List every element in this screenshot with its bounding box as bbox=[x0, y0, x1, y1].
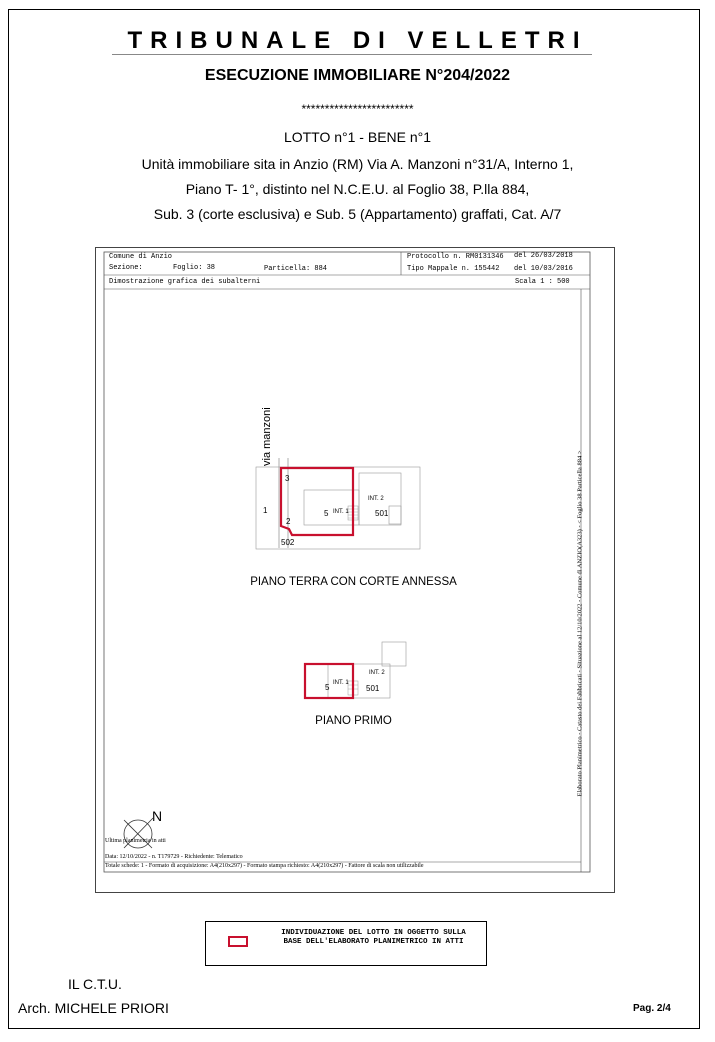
ctu-label: IL C.T.U. bbox=[68, 976, 122, 992]
label-int2-first: INT. 2 bbox=[369, 670, 385, 676]
label-1: 1 bbox=[263, 506, 268, 515]
tipo-mappale-date: del 10/03/2016 bbox=[514, 265, 573, 273]
label-502: 502 bbox=[281, 538, 295, 547]
lot-heading: LOTTO n°1 - BENE n°1 bbox=[283, 129, 432, 145]
foglio-label: Foglio: 38 bbox=[173, 264, 216, 272]
label-5-ground: 5 bbox=[324, 509, 329, 518]
title-underline bbox=[112, 54, 592, 55]
plan-footer-line-2: Data: 12/10/2022 - n. T179729 - Richiedente: Telematico bbox=[105, 854, 243, 860]
label-501-first: 501 bbox=[366, 684, 380, 693]
dimostrazione-label: Dimostrazione grafica dei subalterni bbox=[109, 278, 261, 286]
first-floor-roof-box bbox=[382, 642, 406, 666]
compass-north-letter: N bbox=[152, 808, 163, 824]
procedure-title: ESECUZIONE IMMOBILIARE N°204/2022 bbox=[204, 67, 511, 84]
protocollo-date: del 26/03/2018 bbox=[514, 252, 573, 260]
architect-name: Arch. MICHELE PRIORI bbox=[18, 1000, 169, 1016]
label-501-ground: 501 bbox=[375, 509, 389, 518]
page-number: Pag. 2/4 bbox=[633, 1003, 671, 1014]
first-floor-plan bbox=[305, 642, 406, 698]
description-line-1: Unità immobiliare sita in Anzio (RM) Via A. Manzoni n°31/A, Interno 1, bbox=[141, 156, 574, 172]
tipo-mappale-label: Tipo Mappale n. 155442 bbox=[407, 265, 500, 273]
description-line-3: Sub. 3 (corte esclusiva) e Sub. 5 (Appartamento) graffati, Cat. A/7 bbox=[153, 206, 562, 222]
label-5-first: 5 bbox=[325, 683, 330, 692]
legend-text: INDIVIDUAZIONE DEL LOTTO IN OGGETTO SULLA BASE DELL'ELABORATO PLANIMETRICO IN ATTI bbox=[281, 929, 466, 946]
legend-red-swatch bbox=[228, 936, 248, 947]
scale-label: Scala 1 : 500 bbox=[515, 278, 570, 286]
label-int1-first: INT. 1 bbox=[333, 680, 349, 686]
int2-annex bbox=[389, 506, 401, 524]
description-line-2: Piano T- 1°, distinto nel N.C.E.U. al Foglio 38, P.lla 884, bbox=[185, 181, 530, 197]
label-2: 2 bbox=[286, 517, 291, 526]
separator-stars: ************************ bbox=[301, 102, 414, 116]
label-3: 3 bbox=[285, 474, 290, 483]
label-int2-ground: INT. 2 bbox=[368, 496, 384, 502]
legend-box bbox=[205, 921, 487, 966]
label-int1-ground: INT. 1 bbox=[333, 509, 349, 515]
street-label: via manzoni bbox=[261, 407, 273, 466]
ground-floor-plan bbox=[256, 458, 420, 549]
floor-plan-sheet bbox=[95, 247, 615, 893]
comune-label: Comune di Anzio bbox=[109, 253, 173, 261]
court-title: TRIBUNALE DI VELLETRI bbox=[127, 27, 588, 54]
particella-label: Particella: 884 bbox=[264, 265, 328, 273]
first-floor-label: PIANO PRIMO bbox=[315, 715, 392, 727]
plan-footer-line-3: Totale schede: 1 - Formato di acquisizione: A4(210x297) - Formato stampa richiesto: A4(210x297) - Fattore di scala non utilizzabile bbox=[105, 863, 424, 869]
plan-footer-line-1: Ultima planimetria in atti bbox=[105, 838, 166, 844]
sezione-label: Sezione: bbox=[109, 264, 143, 272]
ground-floor-label: PIANO TERRA CON CORTE ANNESSA bbox=[250, 576, 457, 588]
floor-plan-drawing bbox=[96, 248, 616, 894]
side-cadastral-text: Elaborato Planimetrico - Catasto dei Fabbricati - Situazione al 12/10/2022 - Comune di ANZIO(A323) - < Foglio 38 Particella 884 > bbox=[576, 450, 584, 797]
inner-border bbox=[104, 252, 590, 872]
protocollo-label: Protocollo n. RM0131346 bbox=[407, 253, 504, 261]
